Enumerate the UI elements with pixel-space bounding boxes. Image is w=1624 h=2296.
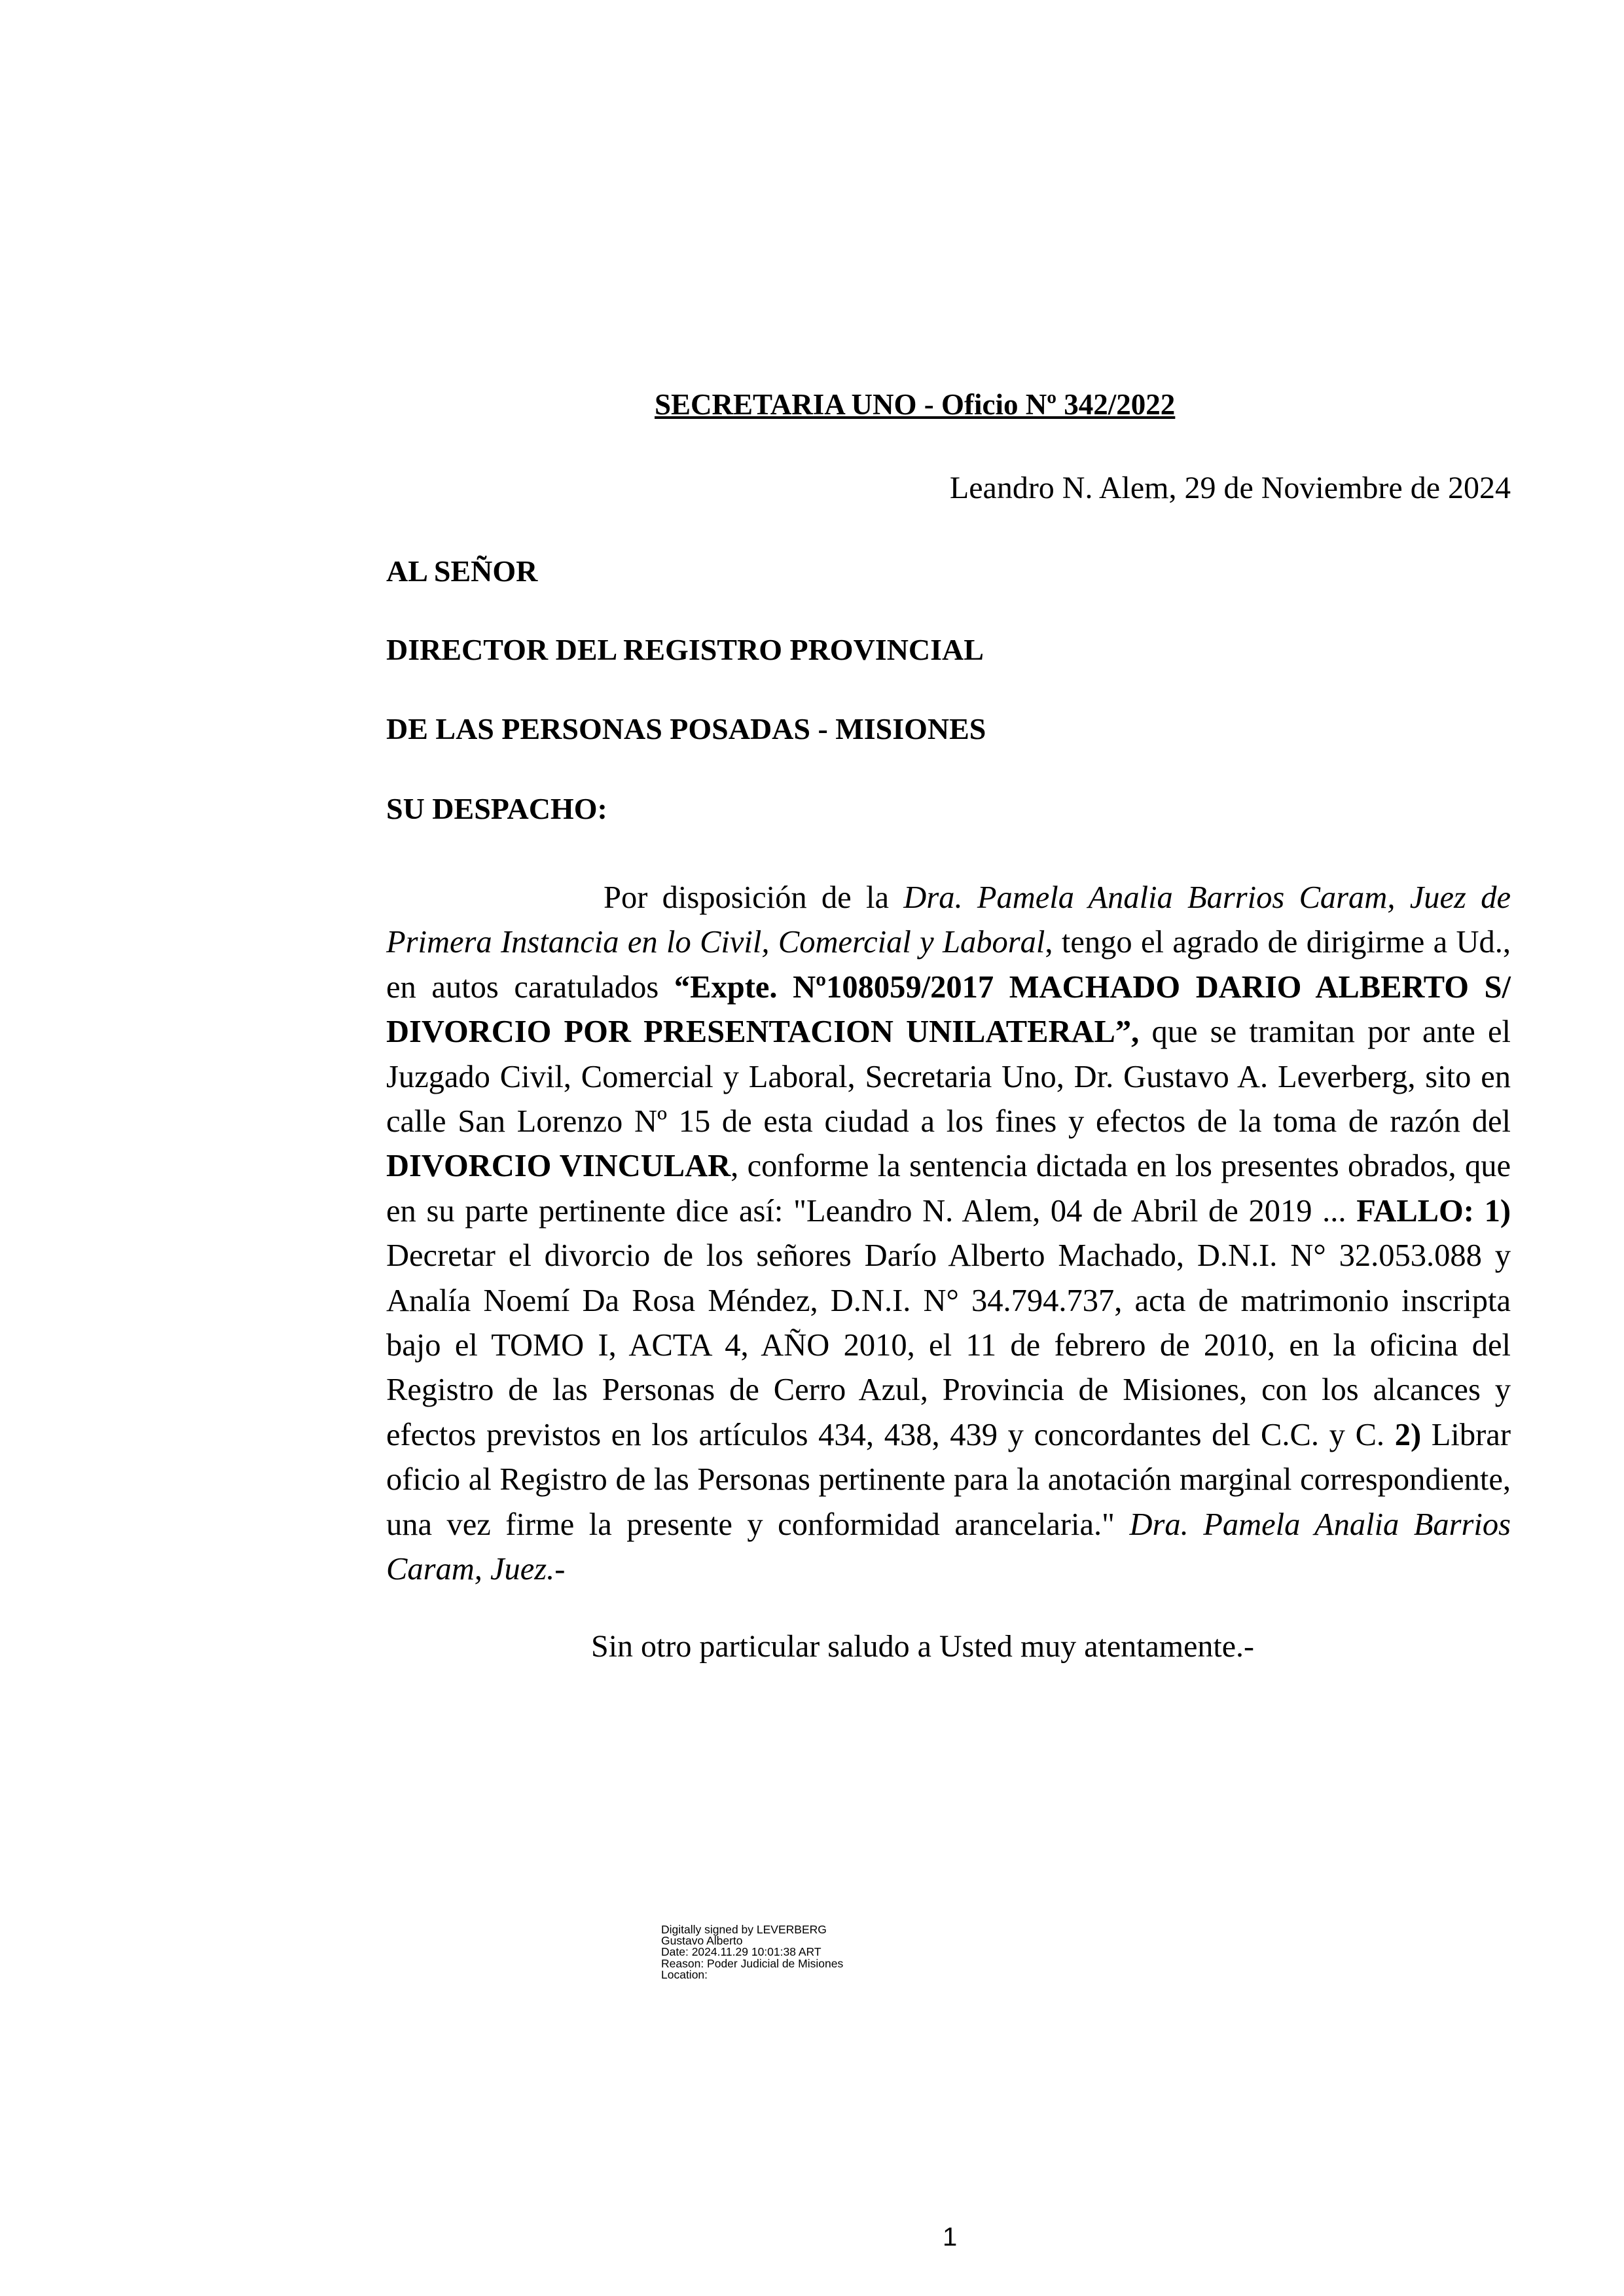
ruling-label: FALLO: 1) — [1356, 1193, 1511, 1229]
closing-line: Sin otro particular saludo a Usted muy atentamente.- — [591, 1629, 1255, 1664]
body-text-segment: Por disposición de la — [604, 880, 904, 915]
body-text-segment: Librar oficio al Registro de las Personas pertinente para la anotación marginal correspondiente, una vez firme la presente y conformidad arancelaria." — [386, 1417, 1511, 1542]
addressee-line-1: AL SEÑOR — [386, 554, 538, 588]
judge-title-italic: Dra. Pamela Analia Barrios Caram, Juez de Primera Instancia en lo Civil, Comercial y Laboral — [386, 880, 1511, 960]
addressee-line-4: SU DESPACHO: — [386, 792, 607, 825]
body-text-segment: que se tramitan por ante el Juzgado Civil, Comercial y Laboral, Secretaria Uno, Dr. Gustavo A. Leverberg, sito en calle San Lorenzo Nº 15 de esta ciudad a los fines y efectos de la toma de razón del — [386, 1014, 1511, 1139]
addressee-line-2: DIRECTOR DEL REGISTRO PROVINCIAL — [386, 633, 984, 666]
ruling-item-2-label: 2) — [1394, 1417, 1422, 1452]
signature-line: Location: — [661, 1967, 708, 1981]
date-line: Leandro N. Alem, 29 de Noviembre de 2024 — [949, 471, 1511, 505]
body-text-segment: Decretar el divorcio de los señores Darío Alberto Machado, D.N.I. N° 32.053.088 y Analía Noemí Da Rosa Méndez, D.N.I. N° 34.794.737, acta de matrimonio inscripta bajo el TOMO I, ACTA 4, AÑO 2010, el 11 de febrero de 2010, en la oficina del Registro de las Personas de Cerro Azul, Provincia de Misiones, con los alcances y efectos previstos en los artículos 434, 438, 439 y concordantes del C.C. y C. — [386, 1238, 1511, 1452]
addressee-line-3: DE LAS PERSONAS POSADAS - MISIONES — [386, 712, 986, 745]
body-text-segment: , tengo el agrado de dirigirme a Ud., en autos caratulados — [386, 925, 1511, 1005]
signature-line: Date: 2024.11.29 10:01:38 ART — [661, 1945, 821, 1959]
page-number: 1 — [943, 2223, 958, 2251]
divorce-term: DIVORCIO VINCULAR — [386, 1149, 731, 1184]
digital-signature-block — [661, 1924, 843, 1981]
case-caption: “Expte. Nº108059/2017 MACHADO DARIO ALBERTO S/ DIVORCIO POR PRESENTACION UNILATERAL”, — [386, 969, 1511, 1050]
judge-signature-italic: Dra. Pamela Analia Barrios Caram, Juez.- — [386, 1507, 1511, 1587]
signature-line: Gustavo Alberto — [661, 1934, 743, 1948]
body-text-segment: , conforme la sentencia dictada en los presentes obrados, que en su parte pertinente dice así: "Leandro N. Alem, 04 de Abril de 2019 ... — [386, 1149, 1511, 1229]
signature-line: Reason: Poder Judicial de Misiones — [661, 1956, 844, 1970]
signature-line: Digitally signed by LEVERBERG — [661, 1923, 827, 1936]
body-paragraph — [386, 876, 1511, 1592]
document-heading: SECRETARIA UNO - Oficio Nº 342/2022 — [655, 388, 1176, 421]
